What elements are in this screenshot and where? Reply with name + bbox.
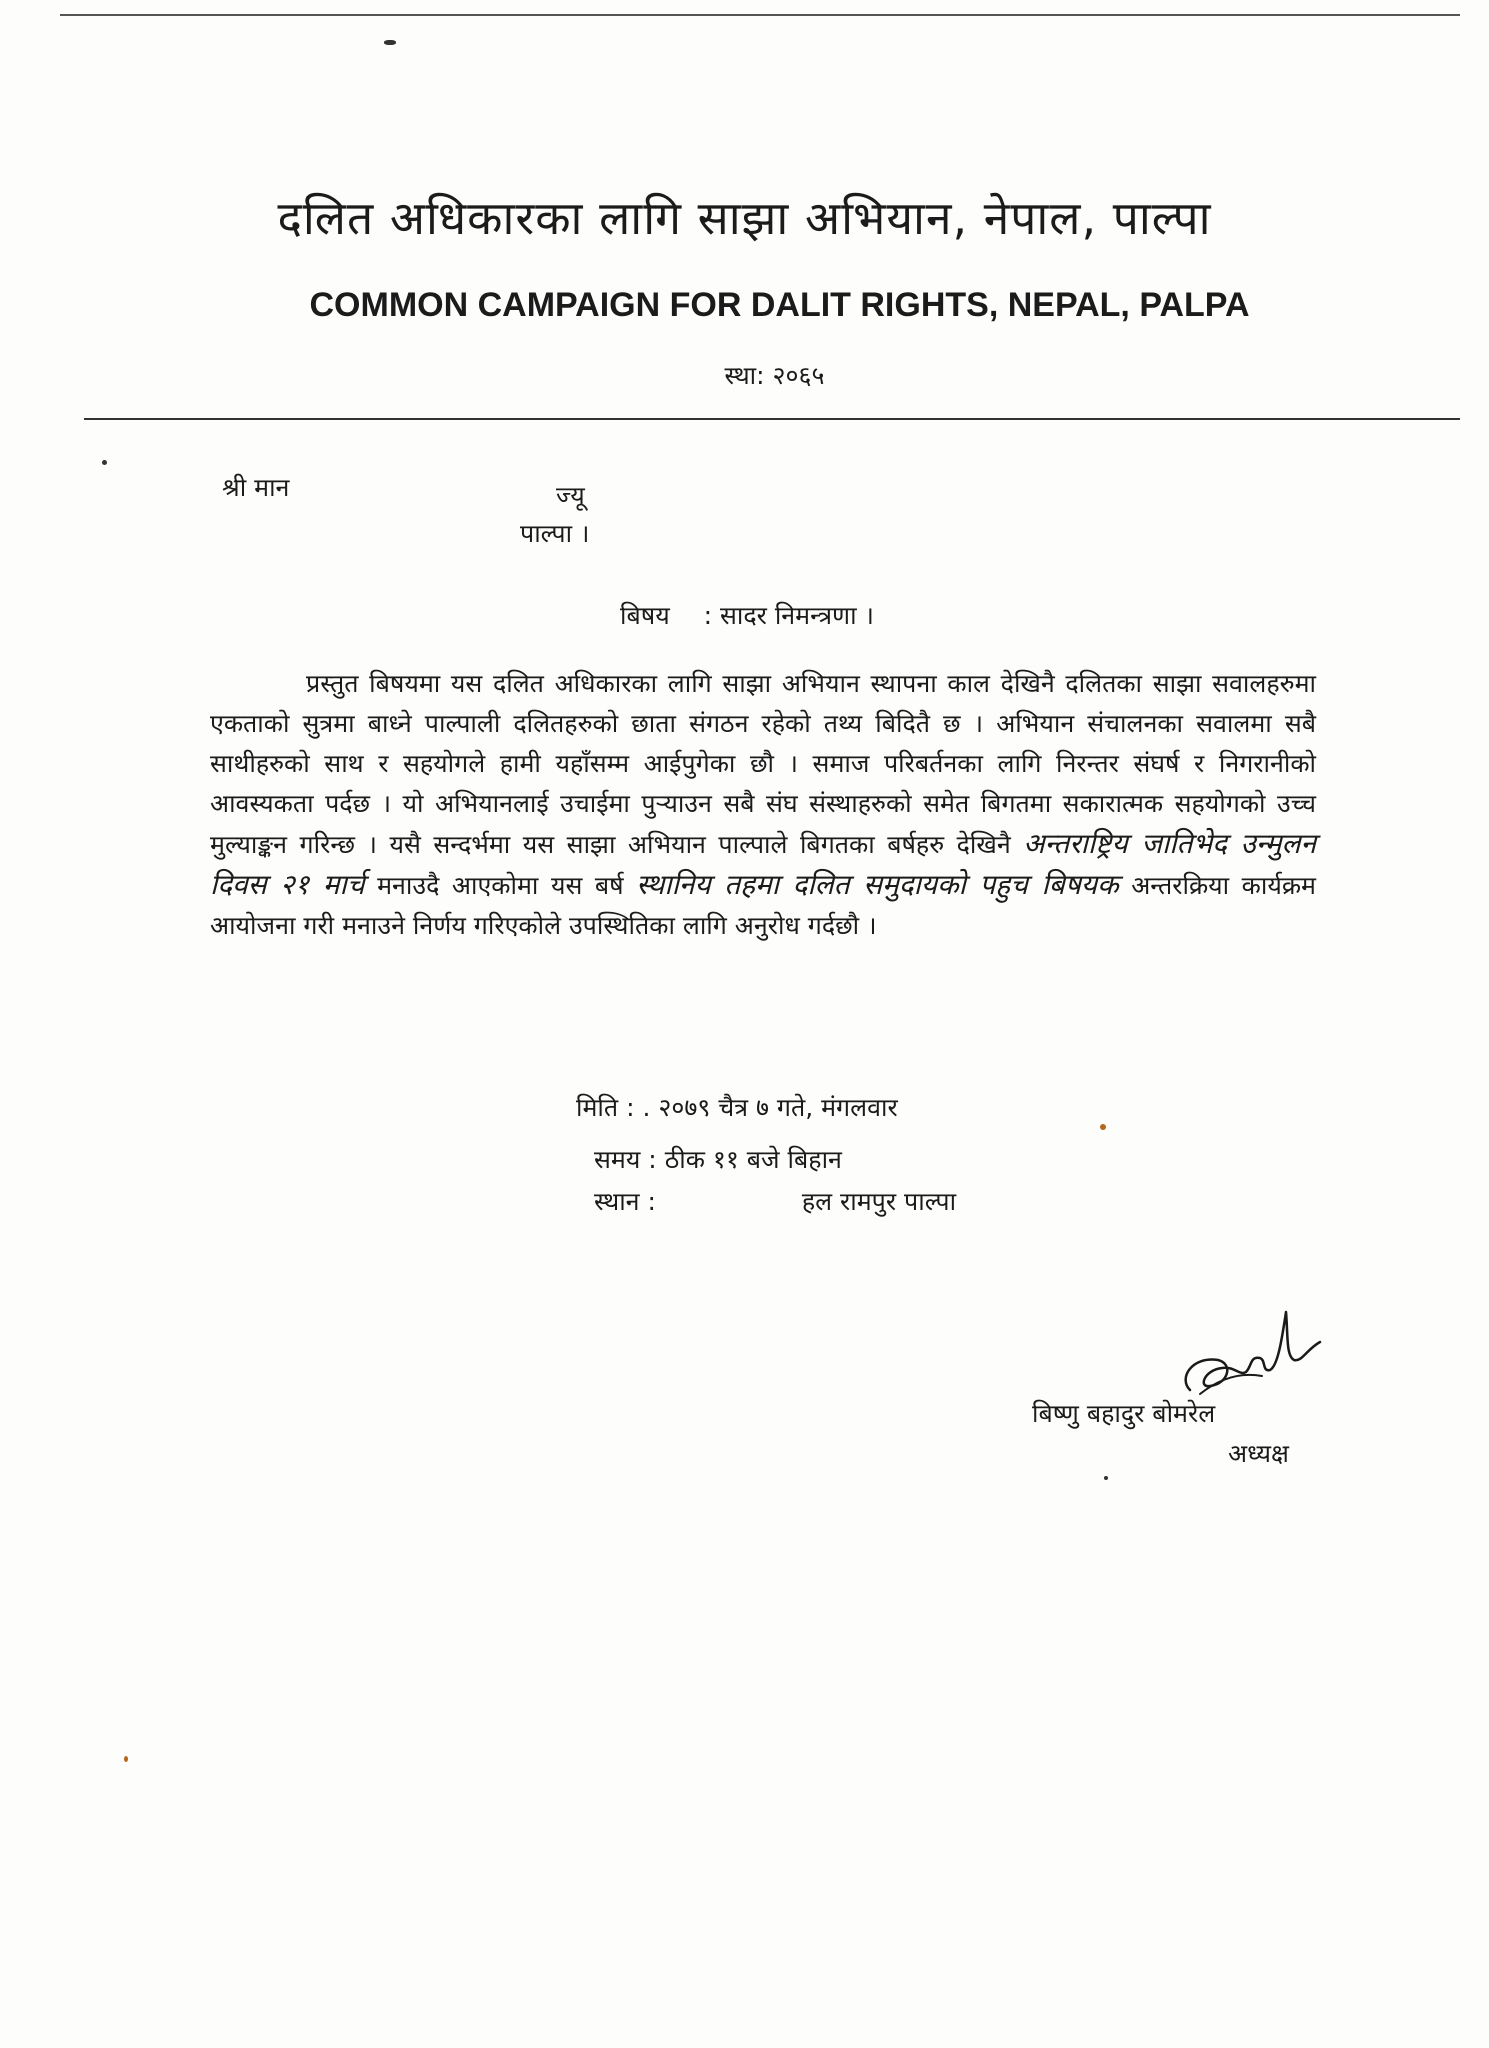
subject-label: बिषय [620, 601, 670, 630]
body-italic-event-name: अन्तराष्ट्रिय जातिभेद उन्मुलन दिवस २१ मार्च [210, 827, 1316, 901]
scan-speck [102, 460, 107, 465]
scan-edge-line [60, 14, 1460, 16]
recipient-place: पाल्पा । [520, 519, 590, 548]
event-time-value: ठीक ११ बजे बिहान [664, 1145, 842, 1174]
body-italic-topic: स्थानिय तहमा दलित समुदायको पहुच बिषयक [636, 868, 1119, 901]
letter-body [210, 664, 1316, 946]
recipient-honorific: ज्यू [556, 481, 585, 510]
scan-speck [124, 1756, 128, 1762]
event-venue [594, 1184, 956, 1218]
letterhead-title-english: COMMON CAMPAIGN FOR DALIT RIGHTS, NEPAL, PALPA [309, 286, 1250, 324]
subject-line [620, 598, 874, 632]
body-text-part1: प्रस्तुत बिषयमा यस दलित अधिकारका लागि साझा अभियान स्थापना काल देखिनै दलितका साझा सवालहरुमा एकताको सुत्रमा बाध्ने पाल्पाली दलितहरुको छाता संगठन रहेको तथ्य बिदितै छ । अभियान संचालनका सवालमा सबै साथीहरुको साथ र सहयोगले हामी यहाँसम्म आईपुगेका छौ । समाज परिबर्तनका लागि निरन्तर संघर्ष र निगरानीको आवस्यकता पर्दछ । यो अभियानलाई उचाईमा पुऱ्याउन सबै संघ संस्थाहरुको समेत बिगतमा सकारात्मक सहयोगको उच्च मुल्याङ्कन गरिन्छ । यसै सन्दर्भमा यस साझा अभियान पाल्पाले बिगतका बर्षहरु देखिनै [210, 669, 1316, 859]
letterhead-title-nepali: दलित अधिकारका लागि साझा अभियान, नेपाल, पाल्पा [277, 191, 1212, 245]
scan-speck [1104, 1476, 1108, 1480]
event-venue-value: हल रामपुर पाल्पा [801, 1187, 957, 1216]
event-venue-label: स्थान : [594, 1187, 656, 1216]
body-text-part2: मनाउदै आएकोमा यस बर्ष [377, 871, 624, 900]
signatory-name: बिष्णु बहादुर बोमरेल [1032, 1399, 1216, 1428]
event-date-value: . २०७९ चैत्र ७ गते, मंगलवार [642, 1093, 898, 1122]
scan-speck [1100, 1124, 1106, 1130]
handwritten-signature [1170, 1298, 1330, 1408]
event-date [576, 1090, 898, 1124]
scan-speck [384, 40, 396, 45]
signatory-title: अध्यक्ष [1228, 1439, 1289, 1468]
event-time [594, 1142, 842, 1176]
letterhead-divider [84, 418, 1460, 420]
subject-text: सादर निमन्त्रणा । [720, 601, 875, 630]
body-text-part3: अन्तरक्रिया कार्यक्रम आयोजना गरी मनाउने निर्णय गरिएकोले उपस्थितिका लागि अनुरोध गर्दछौ । [210, 871, 1316, 940]
subject-separator: : [703, 601, 713, 630]
event-time-label: समय : [594, 1145, 657, 1174]
recipient-salutation: श्री मान [222, 473, 290, 502]
established-year: स्था: २०६५ [724, 361, 825, 390]
event-date-label: मिति : [576, 1093, 635, 1122]
